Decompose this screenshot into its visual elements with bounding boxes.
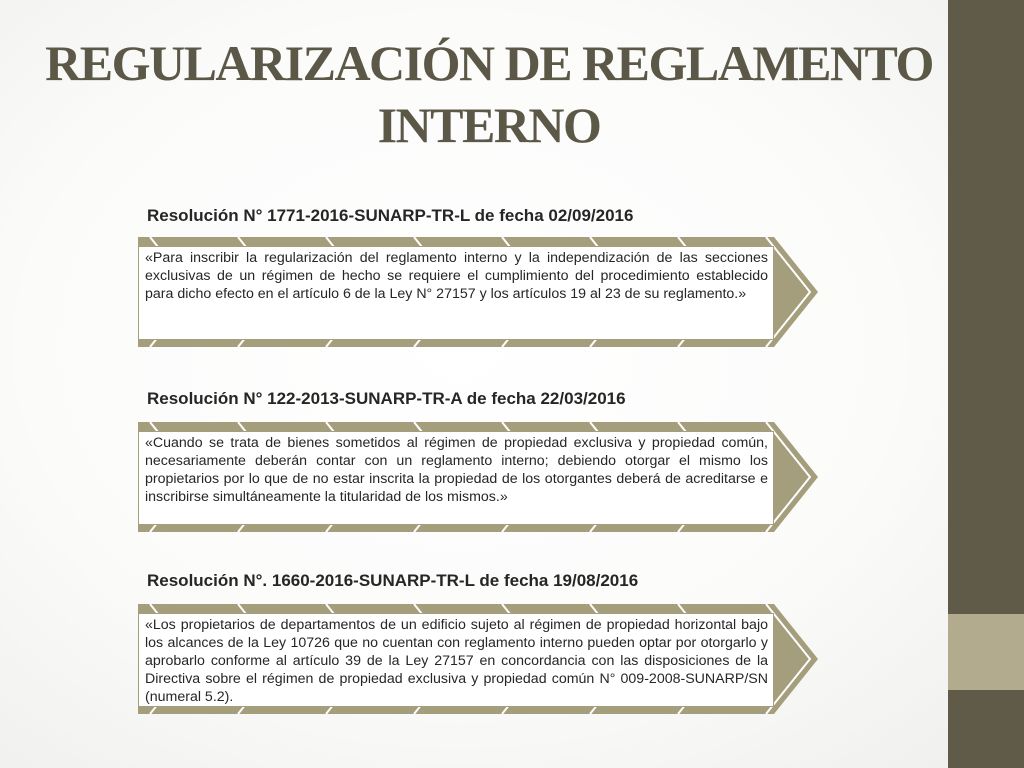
- slide-title: [30, 32, 948, 156]
- resolution-block-3: [138, 601, 820, 721]
- resolution-block-2: [138, 419, 820, 539]
- resolution-heading-1: Resolución N° 1771-2016-SUNARP-TR-L de fecha 02/09/2016: [147, 206, 634, 225]
- resolution-block-1: [138, 234, 820, 354]
- sidebar-accent-band: [948, 614, 1024, 690]
- resolution-quote-3: «Los propietarios de departamentos de un edificio sujeto al régimen de propiedad horizontal bajo los alcances de la Ley 10726 que no cuentan con reglamento interno pueden optar por otorgarlo y aprobarlo conforme al artículo 39 de la Ley 27157 en concordancia con las disposiciones de la Directiva sobre el régimen de propiedad exclusiva y propiedad común N° 009-2008-SUNARP/SN (numeral 5.2).: [138, 613, 774, 707]
- resolution-quote-2: «Cuando se trata de bienes sometidos al régimen de propiedad exclusiva y propiedad común, necesariamente deberán contar con un reglamento interno; debiendo otorgar el mismo los propietarios por lo que de no estar inscrita la propiedad de los otorgantes deberá de acreditarse e inscribirse simultáneamente la titularidad de los mismos.»: [138, 431, 774, 525]
- resolution-quote-1: «Para inscribir la regularización del reglamento interno y la independización de las secciones exclusivas de un régimen de hecho se requiere el cumplimiento del procedimiento establecido para dicho efecto en el artículo 6 de la Ley N° 27157 y los artículos 19 al 23 de su reglamento.»: [138, 246, 774, 340]
- resolution-heading-2: Resolución N° 122-2013-SUNARP-TR-A de fecha 22/03/2016: [147, 389, 626, 408]
- slide-title-line-1: REGULARIZACIÓN DE REGLAMENTO: [45, 35, 933, 91]
- resolution-heading-3: Resolución N°. 1660-2016-SUNARP-TR-L de fecha 19/08/2016: [147, 571, 639, 590]
- slide-title-line-2: INTERNO: [377, 97, 601, 153]
